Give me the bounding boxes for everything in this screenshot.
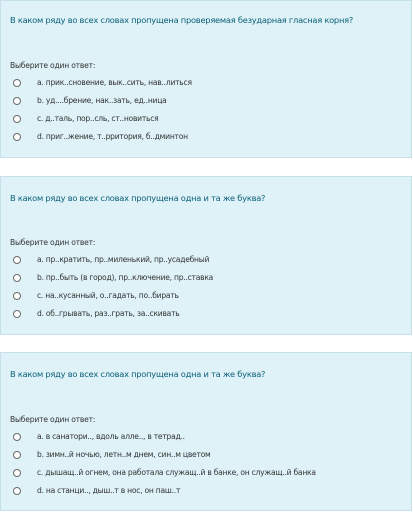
radio-button[interactable]	[13, 487, 21, 495]
radio-button[interactable]	[13, 292, 21, 300]
answer-prompt: Выберите один ответ:	[10, 238, 96, 247]
answer-option-c[interactable]	[13, 467, 403, 479]
question-card-2	[0, 176, 412, 335]
option-label: a. пр..кратить, пр..миленький, пр..усадебный	[37, 255, 210, 264]
question-text: В каком ряду во всех словах пропущена одна и та же буква?	[10, 369, 266, 379]
option-label: b. пр..быть (в город), пр..ключение, пр..ставка	[37, 273, 214, 282]
option-label: d. приг..жение, т..рритория, б..дминтон	[37, 132, 188, 141]
option-label: b. уд....брение, нак..зать, ед..ница	[37, 96, 167, 105]
radio-button[interactable]	[13, 115, 21, 123]
answer-option-a[interactable]	[13, 254, 403, 266]
radio-button[interactable]	[13, 79, 21, 87]
option-label: c. д..таль, пор..сль, ст..новиться	[37, 114, 159, 123]
option-label: c. дышащ..й огнем, она работала служащ..й в банке, он служащ..й банка	[37, 468, 316, 477]
radio-button[interactable]	[13, 433, 21, 441]
question-card-1	[0, 0, 412, 158]
option-label: d. об..грывать, раз..грать, за..скивать	[37, 309, 180, 318]
answer-option-c[interactable]	[13, 290, 403, 302]
answer-option-d[interactable]	[13, 485, 403, 497]
answer-option-a[interactable]	[13, 431, 403, 443]
question-text: В каком ряду во всех словах пропущена одна и та же буква?	[10, 193, 266, 203]
radio-button[interactable]	[13, 133, 21, 141]
answer-option-d[interactable]	[13, 131, 403, 143]
option-label: a. прик..сновение, вык..сить, нав..литься	[37, 78, 192, 87]
radio-button[interactable]	[13, 97, 21, 105]
answer-option-b[interactable]	[13, 449, 403, 461]
answer-option-d[interactable]	[13, 308, 403, 320]
radio-button[interactable]	[13, 310, 21, 318]
answer-prompt: Выберите один ответ:	[10, 415, 96, 424]
radio-button[interactable]	[13, 469, 21, 477]
question-card-3	[0, 352, 412, 511]
option-label: c. на..кусанный, о..гадать, по..бирать	[37, 291, 179, 300]
answer-option-c[interactable]	[13, 113, 403, 125]
option-label: b. зимн..й ночью, летн..м днем, син..м цветом	[37, 450, 211, 459]
answer-prompt: Выберите один ответ:	[10, 61, 96, 70]
option-label: d. на станци.., дыш..т в нос, он паш..т	[37, 486, 181, 495]
radio-button[interactable]	[13, 274, 21, 282]
answer-option-b[interactable]	[13, 95, 403, 107]
question-text: В каком ряду во всех словах пропущена проверяемая безударная гласная корня?	[10, 15, 354, 25]
radio-button[interactable]	[13, 256, 21, 264]
answer-option-a[interactable]	[13, 77, 403, 89]
option-label: a. в санатори.., вдоль алле.., в тетрад..	[37, 432, 185, 441]
answer-option-b[interactable]	[13, 272, 403, 284]
radio-button[interactable]	[13, 451, 21, 459]
